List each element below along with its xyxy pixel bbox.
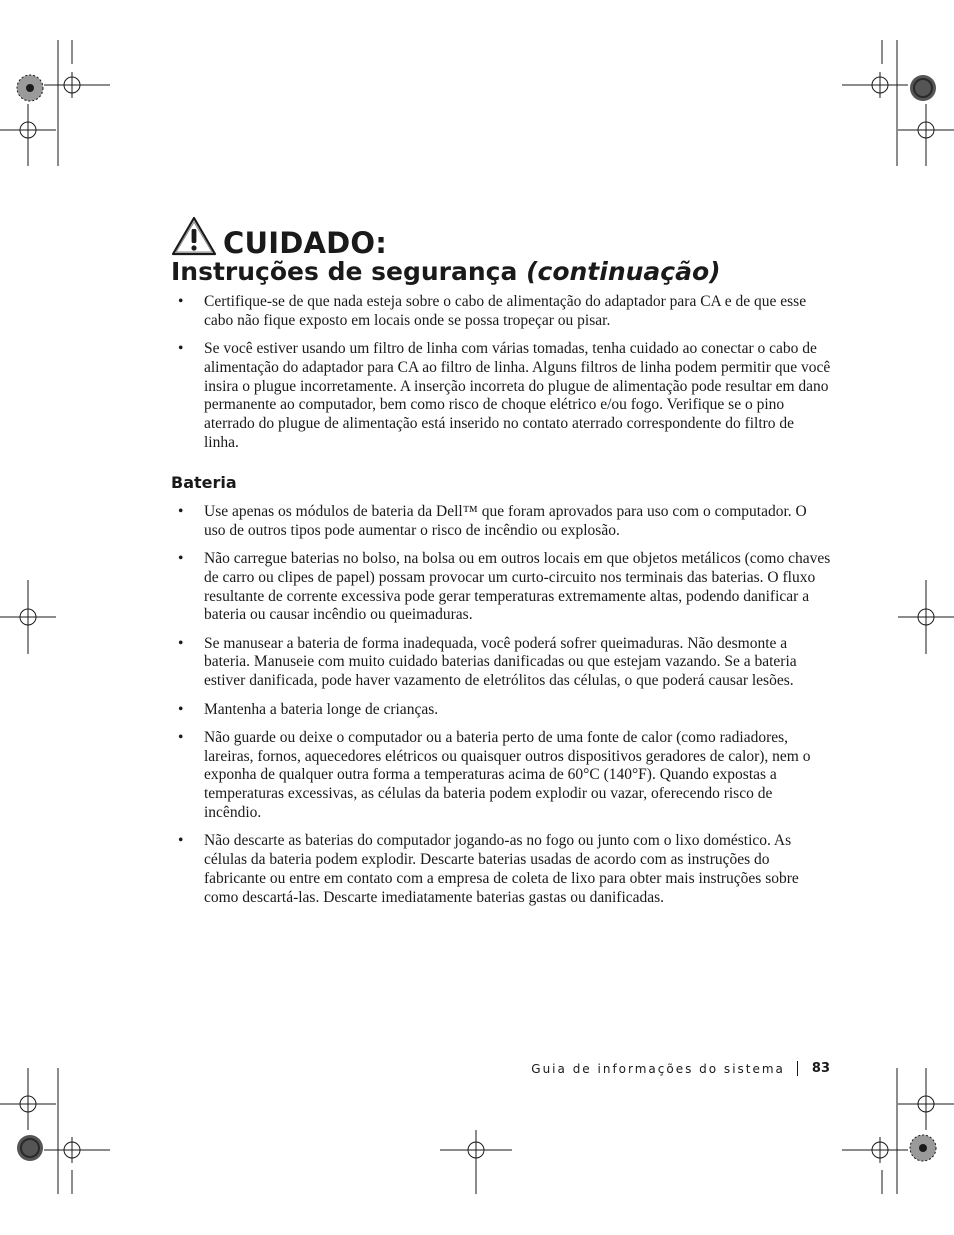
- footer-separator: [797, 1061, 798, 1076]
- list-item-text: Não guarde ou deixe o computador ou a bateria perto de uma fonte de calor (como radiadores, lareiras, fornos, aquecedores elétricos ou quaisquer outros dispositivos geradores de calor), nem o exponha de qualquer outra forma a temperaturas acima de 60°C (140°F). Quando expostas a temperaturas excessivas, as células da bateria podem explodir ou vazar, oferecendo risco de incêndio.: [204, 728, 811, 822]
- caution-label: CUIDADO:: [223, 226, 388, 260]
- bullet-icon: •: [178, 700, 184, 718]
- list-item: [171, 729, 831, 823]
- list-item: [171, 550, 831, 625]
- list-item: [171, 293, 831, 331]
- starburst-mark: [910, 75, 936, 101]
- list-item: [171, 701, 831, 720]
- page-content: [171, 293, 831, 917]
- list-item-text: Se você estiver usando um filtro de linha com várias tomadas, tenha cuidado ao conectar o cabo de alimentação do adaptador para CA ao filtro de linha. Alguns filtros de linha podem permitir que você insira o plugue incorretamente. A inserção incorreta do plugue de alimentação pode resultar em dano permanente ao computador, bem como risco de choque elétrico e/ou fogo. Verifique se o pino aterrado do plugue de alimentação está inserido no contato aterrado correspondente do filtro de linha.: [204, 340, 831, 452]
- top-bullet-list: [171, 293, 831, 453]
- list-item-text: Certifique-se de que nada esteja sobre o cabo de alimentação do adaptador para CA e de que esse cabo não fique exposto em locais onde se possa tropeçar ou pisar.: [204, 293, 807, 329]
- section-heading-bateria: Bateria: [171, 472, 237, 492]
- page-title: [171, 257, 871, 287]
- target-circle: [64, 77, 80, 93]
- target-circle: [872, 1142, 888, 1158]
- target-circle: [918, 122, 934, 138]
- target-circle: [872, 77, 888, 93]
- list-item: [171, 340, 831, 453]
- bullet-icon: •: [178, 502, 184, 520]
- footer-guide-name: Guia de informações do sistema: [531, 1061, 785, 1076]
- warning-triangle-icon: [171, 216, 217, 256]
- list-item-text: Se manusear a bateria de forma inadequada, você poderá sofrer queimaduras. Não desmonte a bateria. Manuseie com muito cuidado baterias danificadas ou que estejam vazando. Se a bateria estiver danificada, pode haver vazamento de eletrólitos das células, o que poderá causar lesões.: [204, 634, 797, 690]
- page-footer: [531, 1061, 830, 1076]
- bullet-icon: •: [178, 832, 184, 850]
- starburst-mark: [910, 1135, 936, 1161]
- target-circle: [20, 1096, 36, 1112]
- target-circle: [20, 609, 36, 625]
- target-circle: [64, 1142, 80, 1158]
- target-circle: [468, 1142, 484, 1158]
- page-header: [171, 214, 871, 287]
- target-circle: [918, 1096, 934, 1112]
- battery-bullet-list: [171, 503, 831, 908]
- list-item: [171, 503, 831, 541]
- page-title-continuation: (continuação): [526, 257, 721, 286]
- page-title-main: Instruções de segurança: [171, 257, 518, 286]
- starburst-mark: [17, 75, 43, 101]
- list-item-text: Não carregue baterias no bolso, na bolsa ou em outros locais em que objetos metálicos (como chaves de carro ou clipes de papel) possam provocar um curto-circuito nos terminais das baterias. O fluxo resultante de corrente excessiva pode gerar temperaturas extremamente altas, podendo danificar a bateria ou causar incêndio ou queimaduras.: [204, 549, 831, 624]
- bullet-icon: •: [178, 634, 184, 652]
- list-item: [171, 832, 831, 907]
- list-item-text: Use apenas os módulos de bateria da Dell™ que foram aprovados para uso com o computador. O uso de outros tipos pode aumentar o risco de incêndio ou explosão.: [204, 502, 807, 539]
- target-circle: [918, 609, 934, 625]
- page-number: 83: [811, 1061, 830, 1076]
- list-item-text: Mantenha a bateria longe de crianças.: [204, 700, 439, 718]
- bullet-icon: •: [178, 340, 184, 358]
- bullet-icon: •: [178, 549, 184, 567]
- target-circle: [20, 122, 36, 138]
- starburst-mark: [17, 1135, 43, 1161]
- list-item: [171, 635, 831, 691]
- caution-line: [171, 214, 871, 260]
- bullet-icon: •: [178, 293, 184, 310]
- list-item-text: Não descarte as baterias do computador jogando-as no fogo ou junto com o lixo doméstico. As células da bateria podem explodir. Descarte baterias usadas de acordo com as instruções do fabricante ou entre em contato com a empresa de coleta de lixo para obter mais instruções sobre como descartá-las. Descarte imediatamente baterias gastas ou danificadas.: [204, 832, 799, 906]
- bullet-icon: •: [178, 728, 184, 746]
